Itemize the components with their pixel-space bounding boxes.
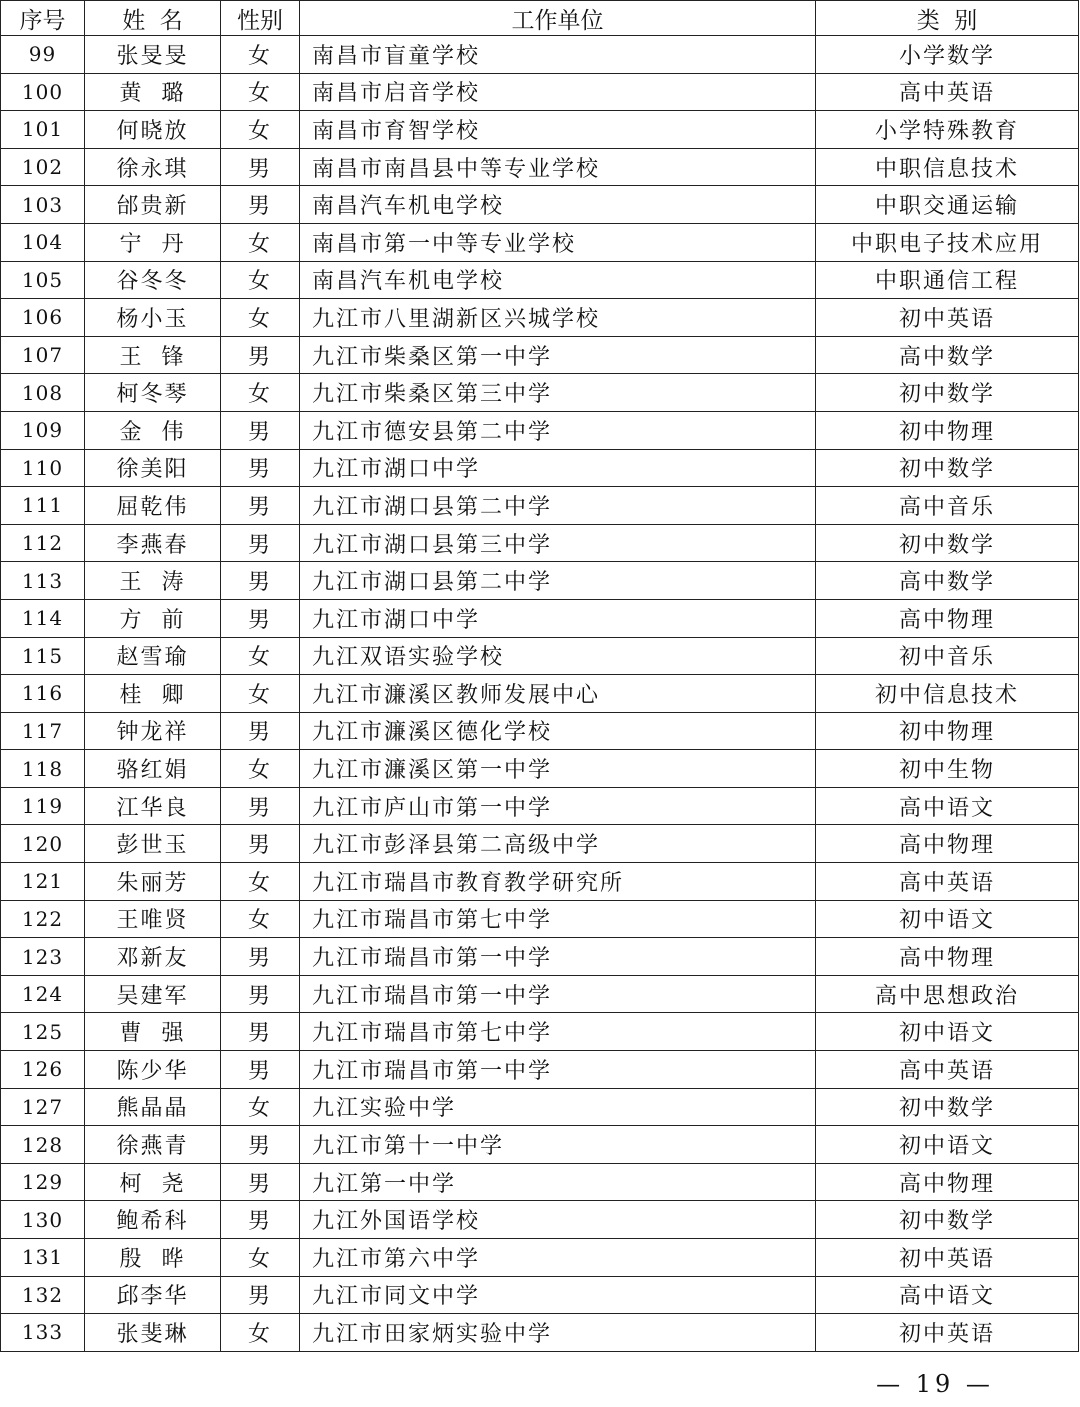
cell-name: 邰贵新 bbox=[85, 186, 221, 224]
cell-name: 黄 璐 bbox=[85, 73, 221, 111]
cell-name: 熊晶晶 bbox=[85, 1088, 221, 1126]
cell-gender: 女 bbox=[221, 261, 300, 299]
cell-work-unit: 南昌市南昌县中等专业学校 bbox=[300, 148, 816, 186]
cell-work-unit: 九江市濂溪区第一中学 bbox=[300, 750, 816, 788]
cell-name: 陈少华 bbox=[85, 1051, 221, 1089]
cell-serial: 110 bbox=[1, 449, 85, 487]
cell-gender: 男 bbox=[221, 975, 300, 1013]
cell-serial: 106 bbox=[1, 299, 85, 337]
table-row bbox=[1, 223, 1079, 261]
cell-gender: 女 bbox=[221, 223, 300, 261]
cell-serial: 111 bbox=[1, 487, 85, 525]
cell-name: 张斐琳 bbox=[85, 1314, 221, 1352]
cell-gender: 男 bbox=[221, 336, 300, 374]
cell-serial: 130 bbox=[1, 1201, 85, 1239]
header-category: 类 别 bbox=[816, 1, 1079, 36]
cell-name: 王 涛 bbox=[85, 562, 221, 600]
cell-serial: 118 bbox=[1, 750, 85, 788]
table-row bbox=[1, 1314, 1079, 1352]
cell-gender: 女 bbox=[221, 1239, 300, 1277]
cell-category: 高中数学 bbox=[816, 562, 1079, 600]
table-row bbox=[1, 863, 1079, 901]
cell-gender: 女 bbox=[221, 1088, 300, 1126]
cell-work-unit: 南昌市盲童学校 bbox=[300, 36, 816, 74]
cell-category: 初中信息技术 bbox=[816, 675, 1079, 713]
cell-name: 方 前 bbox=[85, 599, 221, 637]
cell-category: 初中数学 bbox=[816, 1201, 1079, 1239]
cell-serial: 99 bbox=[1, 36, 85, 74]
cell-gender: 男 bbox=[221, 148, 300, 186]
cell-category: 初中音乐 bbox=[816, 637, 1079, 675]
cell-category: 高中数学 bbox=[816, 336, 1079, 374]
cell-category: 高中思想政治 bbox=[816, 975, 1079, 1013]
cell-serial: 105 bbox=[1, 261, 85, 299]
cell-gender: 男 bbox=[221, 599, 300, 637]
table-row bbox=[1, 1163, 1079, 1201]
table-row bbox=[1, 637, 1079, 675]
cell-category: 高中英语 bbox=[816, 73, 1079, 111]
cell-gender: 男 bbox=[221, 487, 300, 525]
cell-name: 殷 晔 bbox=[85, 1239, 221, 1277]
cell-serial: 124 bbox=[1, 975, 85, 1013]
table-row bbox=[1, 562, 1079, 600]
cell-work-unit: 九江市瑞昌市第七中学 bbox=[300, 1013, 816, 1051]
cell-category: 初中语文 bbox=[816, 1013, 1079, 1051]
cell-work-unit: 九江市瑞昌市第一中学 bbox=[300, 1051, 816, 1089]
table-row bbox=[1, 675, 1079, 713]
cell-name: 柯 尧 bbox=[85, 1163, 221, 1201]
cell-category: 高中物理 bbox=[816, 825, 1079, 863]
table-row bbox=[1, 73, 1079, 111]
table-row bbox=[1, 1013, 1079, 1051]
cell-gender: 男 bbox=[221, 562, 300, 600]
table-row bbox=[1, 787, 1079, 825]
cell-gender: 女 bbox=[221, 900, 300, 938]
table-row bbox=[1, 148, 1079, 186]
cell-name: 宁 丹 bbox=[85, 223, 221, 261]
table-row bbox=[1, 111, 1079, 149]
cell-gender: 女 bbox=[221, 73, 300, 111]
cell-serial: 129 bbox=[1, 1163, 85, 1201]
table-row bbox=[1, 1088, 1079, 1126]
cell-serial: 121 bbox=[1, 863, 85, 901]
cell-name: 钟龙祥 bbox=[85, 712, 221, 750]
cell-category: 初中物理 bbox=[816, 411, 1079, 449]
cell-work-unit: 九江市瑞昌市第一中学 bbox=[300, 938, 816, 976]
cell-work-unit: 南昌汽车机电学校 bbox=[300, 261, 816, 299]
table-row bbox=[1, 712, 1079, 750]
cell-serial: 113 bbox=[1, 562, 85, 600]
cell-serial: 114 bbox=[1, 599, 85, 637]
cell-serial: 127 bbox=[1, 1088, 85, 1126]
cell-name: 吴建军 bbox=[85, 975, 221, 1013]
cell-work-unit: 九江市瑞昌市第一中学 bbox=[300, 975, 816, 1013]
cell-name: 张旻旻 bbox=[85, 36, 221, 74]
cell-gender: 男 bbox=[221, 411, 300, 449]
cell-work-unit: 九江外国语学校 bbox=[300, 1201, 816, 1239]
cell-gender: 女 bbox=[221, 374, 300, 412]
table-row bbox=[1, 36, 1079, 74]
cell-gender: 男 bbox=[221, 712, 300, 750]
header-serial: 序号 bbox=[1, 1, 85, 36]
table-row bbox=[1, 524, 1079, 562]
table-row bbox=[1, 261, 1079, 299]
cell-gender: 女 bbox=[221, 111, 300, 149]
cell-category: 高中语文 bbox=[816, 787, 1079, 825]
cell-name: 王 锋 bbox=[85, 336, 221, 374]
header-work-unit: 工作单位 bbox=[300, 1, 816, 36]
cell-work-unit: 九江市濂溪区德化学校 bbox=[300, 712, 816, 750]
cell-work-unit: 九江市湖口县第三中学 bbox=[300, 524, 816, 562]
cell-name: 邓新友 bbox=[85, 938, 221, 976]
cell-work-unit: 九江市柴桑区第三中学 bbox=[300, 374, 816, 412]
cell-serial: 107 bbox=[1, 336, 85, 374]
cell-gender: 男 bbox=[221, 1013, 300, 1051]
cell-gender: 女 bbox=[221, 1314, 300, 1352]
cell-category: 中职交通运输 bbox=[816, 186, 1079, 224]
cell-name: 柯冬琴 bbox=[85, 374, 221, 412]
cell-category: 初中数学 bbox=[816, 524, 1079, 562]
cell-serial: 112 bbox=[1, 524, 85, 562]
table-row bbox=[1, 487, 1079, 525]
cell-serial: 103 bbox=[1, 186, 85, 224]
table-row bbox=[1, 900, 1079, 938]
table-row bbox=[1, 1051, 1079, 1089]
cell-name: 邱李华 bbox=[85, 1276, 221, 1314]
table-header-row bbox=[1, 1, 1079, 36]
cell-gender: 男 bbox=[221, 938, 300, 976]
cell-name: 屈乾伟 bbox=[85, 487, 221, 525]
cell-work-unit: 九江市第六中学 bbox=[300, 1239, 816, 1277]
cell-name: 徐美阳 bbox=[85, 449, 221, 487]
cell-name: 彭世玉 bbox=[85, 825, 221, 863]
page-number: — 19 — bbox=[876, 1370, 994, 1398]
cell-serial: 131 bbox=[1, 1239, 85, 1277]
header-name: 姓 名 bbox=[85, 1, 221, 36]
cell-work-unit: 九江市第十一中学 bbox=[300, 1126, 816, 1164]
header-gender: 性别 bbox=[221, 1, 300, 36]
cell-gender: 男 bbox=[221, 1276, 300, 1314]
cell-category: 初中英语 bbox=[816, 1314, 1079, 1352]
cell-category: 小学数学 bbox=[816, 36, 1079, 74]
table-row bbox=[1, 825, 1079, 863]
table-row bbox=[1, 449, 1079, 487]
table-row bbox=[1, 336, 1079, 374]
cell-category: 初中语文 bbox=[816, 1126, 1079, 1164]
cell-work-unit: 九江市柴桑区第一中学 bbox=[300, 336, 816, 374]
cell-name: 王唯贤 bbox=[85, 900, 221, 938]
cell-name: 曹 强 bbox=[85, 1013, 221, 1051]
cell-name: 杨小玉 bbox=[85, 299, 221, 337]
cell-work-unit: 九江市湖口中学 bbox=[300, 449, 816, 487]
cell-gender: 男 bbox=[221, 524, 300, 562]
table-row bbox=[1, 299, 1079, 337]
cell-gender: 男 bbox=[221, 825, 300, 863]
cell-category: 初中生物 bbox=[816, 750, 1079, 788]
cell-gender: 男 bbox=[221, 787, 300, 825]
cell-gender: 男 bbox=[221, 1163, 300, 1201]
cell-gender: 女 bbox=[221, 36, 300, 74]
cell-work-unit: 九江市德安县第二中学 bbox=[300, 411, 816, 449]
cell-name: 何晓放 bbox=[85, 111, 221, 149]
cell-serial: 122 bbox=[1, 900, 85, 938]
cell-category: 高中物理 bbox=[816, 599, 1079, 637]
cell-serial: 104 bbox=[1, 223, 85, 261]
cell-category: 高中物理 bbox=[816, 938, 1079, 976]
cell-work-unit: 南昌汽车机电学校 bbox=[300, 186, 816, 224]
cell-category: 高中英语 bbox=[816, 863, 1079, 901]
cell-work-unit: 九江市瑞昌市教育教学研究所 bbox=[300, 863, 816, 901]
cell-work-unit: 南昌市启音学校 bbox=[300, 73, 816, 111]
cell-serial: 100 bbox=[1, 73, 85, 111]
cell-serial: 123 bbox=[1, 938, 85, 976]
cell-serial: 133 bbox=[1, 1314, 85, 1352]
cell-gender: 女 bbox=[221, 675, 300, 713]
cell-serial: 102 bbox=[1, 148, 85, 186]
cell-work-unit: 九江市湖口县第二中学 bbox=[300, 562, 816, 600]
cell-work-unit: 南昌市第一中等专业学校 bbox=[300, 223, 816, 261]
cell-work-unit: 九江市瑞昌市第七中学 bbox=[300, 900, 816, 938]
cell-gender: 女 bbox=[221, 863, 300, 901]
cell-serial: 117 bbox=[1, 712, 85, 750]
table-row bbox=[1, 411, 1079, 449]
cell-category: 小学特殊教育 bbox=[816, 111, 1079, 149]
cell-category: 初中英语 bbox=[816, 1239, 1079, 1277]
cell-gender: 女 bbox=[221, 299, 300, 337]
cell-gender: 男 bbox=[221, 1201, 300, 1239]
cell-serial: 128 bbox=[1, 1126, 85, 1164]
cell-gender: 女 bbox=[221, 637, 300, 675]
cell-category: 中职通信工程 bbox=[816, 261, 1079, 299]
cell-name: 骆红娟 bbox=[85, 750, 221, 788]
cell-category: 初中物理 bbox=[816, 712, 1079, 750]
cell-category: 初中英语 bbox=[816, 299, 1079, 337]
cell-category: 中职信息技术 bbox=[816, 148, 1079, 186]
cell-serial: 126 bbox=[1, 1051, 85, 1089]
cell-serial: 120 bbox=[1, 825, 85, 863]
cell-work-unit: 九江市彭泽县第二高级中学 bbox=[300, 825, 816, 863]
cell-name: 徐燕青 bbox=[85, 1126, 221, 1164]
table-row bbox=[1, 599, 1079, 637]
cell-work-unit: 九江市八里湖新区兴城学校 bbox=[300, 299, 816, 337]
cell-category: 高中英语 bbox=[816, 1051, 1079, 1089]
cell-serial: 101 bbox=[1, 111, 85, 149]
table-body bbox=[1, 36, 1079, 1352]
table-row bbox=[1, 374, 1079, 412]
cell-serial: 125 bbox=[1, 1013, 85, 1051]
cell-category: 高中音乐 bbox=[816, 487, 1079, 525]
table-row bbox=[1, 186, 1079, 224]
table-row bbox=[1, 938, 1079, 976]
table-row bbox=[1, 1239, 1079, 1277]
cell-work-unit: 南昌市育智学校 bbox=[300, 111, 816, 149]
cell-serial: 132 bbox=[1, 1276, 85, 1314]
cell-work-unit: 九江市濂溪区教师发展中心 bbox=[300, 675, 816, 713]
cell-work-unit: 九江市湖口中学 bbox=[300, 599, 816, 637]
cell-category: 中职电子技术应用 bbox=[816, 223, 1079, 261]
cell-serial: 119 bbox=[1, 787, 85, 825]
table-row bbox=[1, 1126, 1079, 1164]
cell-gender: 男 bbox=[221, 1051, 300, 1089]
cell-work-unit: 九江双语实验学校 bbox=[300, 637, 816, 675]
table-row bbox=[1, 1276, 1079, 1314]
table-row bbox=[1, 1201, 1079, 1239]
cell-work-unit: 九江市庐山市第一中学 bbox=[300, 787, 816, 825]
cell-gender: 男 bbox=[221, 1126, 300, 1164]
cell-name: 徐永琪 bbox=[85, 148, 221, 186]
cell-category: 高中语文 bbox=[816, 1276, 1079, 1314]
cell-name: 桂 卿 bbox=[85, 675, 221, 713]
cell-name: 金 伟 bbox=[85, 411, 221, 449]
cell-name: 李燕春 bbox=[85, 524, 221, 562]
cell-serial: 109 bbox=[1, 411, 85, 449]
cell-name: 朱丽芳 bbox=[85, 863, 221, 901]
cell-serial: 108 bbox=[1, 374, 85, 412]
cell-category: 初中数学 bbox=[816, 449, 1079, 487]
cell-category: 初中数学 bbox=[816, 1088, 1079, 1126]
cell-category: 初中语文 bbox=[816, 900, 1079, 938]
table-row bbox=[1, 750, 1079, 788]
cell-category: 高中物理 bbox=[816, 1163, 1079, 1201]
cell-work-unit: 九江市湖口县第二中学 bbox=[300, 487, 816, 525]
cell-gender: 男 bbox=[221, 186, 300, 224]
cell-name: 赵雪瑜 bbox=[85, 637, 221, 675]
cell-name: 谷冬冬 bbox=[85, 261, 221, 299]
cell-category: 初中数学 bbox=[816, 374, 1079, 412]
cell-name: 鲍希科 bbox=[85, 1201, 221, 1239]
cell-gender: 男 bbox=[221, 449, 300, 487]
cell-work-unit: 九江第一中学 bbox=[300, 1163, 816, 1201]
cell-serial: 116 bbox=[1, 675, 85, 713]
cell-work-unit: 九江市田家炳实验中学 bbox=[300, 1314, 816, 1352]
cell-work-unit: 九江市同文中学 bbox=[300, 1276, 816, 1314]
table-row bbox=[1, 975, 1079, 1013]
cell-work-unit: 九江实验中学 bbox=[300, 1088, 816, 1126]
cell-serial: 115 bbox=[1, 637, 85, 675]
cell-name: 江华良 bbox=[85, 787, 221, 825]
cell-gender: 女 bbox=[221, 750, 300, 788]
